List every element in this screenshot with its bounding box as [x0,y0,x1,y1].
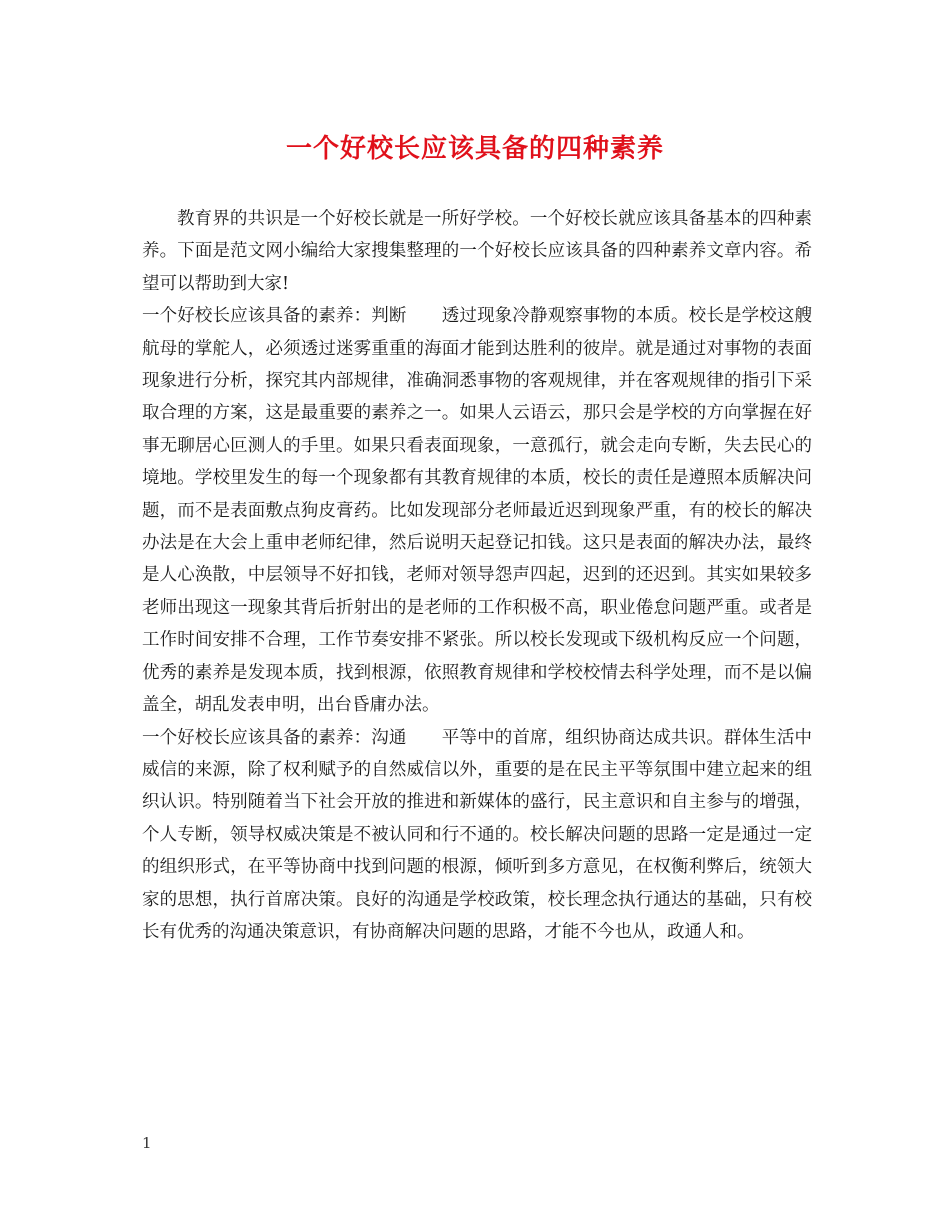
communication-paragraph: 一个好校长应该具备的素养：沟通 平等中的首席，组织协商达成共识。群体生活中威信的来源，除了权利赋予的自然威信以外，重要的是在民主平等氛围中建立起来的组织认识。特别随着当下社会开放的推进和新媒体的盛行，民主意识和自主参与的增强，个人专断，领导权威决策是不被认同和行不通的。校长解决问题的思路一定是通过一定的组织形式，在平等协商中找到问题的根源，倾听到多方意见，在权衡利弊后，统领大家的思想，执行首席决策。良好的沟通是学校政策，校长理念执行通达的基础，只有校长有优秀的沟通决策意识，有协商解决问题的思路，才能不今也从，政通人和。 [142,727,812,942]
document-title: 一个好校长应该具备的四种素养 [285,134,664,164]
intro-paragraph: 教育界的共识是一个好校长就是一所好学校。一个好校长就应该具备基本的四种素养。下面是范文网小编给大家搜集整理的一个好校长应该具备的四种素养文章内容。希望可以帮助到大家! [142,209,812,294]
document-body [142,203,812,948]
page-number: 1 [142,1134,152,1152]
judgment-paragraph: 一个好校长应该具备的素养：判断 透过现象冷静观察事物的本质。校长是学校这艘航母的掌舵人，必须透过迷雾重重的海面才能到达胜利的彼岸。就是通过对事物的表面现象进行分析，探究其内部规律，准确洞悉事物的客观规律，并在客观规律的指引下采取合理的方案，这是最重要的素养之一。如果人云语云，那只会是学校的方向掌握在好事无聊居心叵测人的手里。如果只看表面现象，一意孤行，就会走向专断，失去民心的境地。学校里发生的每一个现象都有其教育规律的本质，校长的责任是遵照本质解决问题，而不是表面敷点狗皮膏药。比如发现部分老师最近迟到现象严重，有的校长的解决办法是在大会上重申老师纪律，然后说明天起登记扣钱。这只是表面的解决办法，最终是人心涣散，中层领导不好扣钱，老师对领导怨声四起，迟到的还迟到。其实如果较多老师出现这一现象其背后折射出的是老师的工作积极不高，职业倦怠问题严重。或者是工作时间安排不合理，工作节奏安排不紧张。所以校长发现或下级机构反应一个问题，优秀的素养是发现本质，找到根源，依照教育规律和学校校情去科学处理，而不是以偏盖全，胡乱发表申明，出台昏庸办法。 [142,306,812,716]
